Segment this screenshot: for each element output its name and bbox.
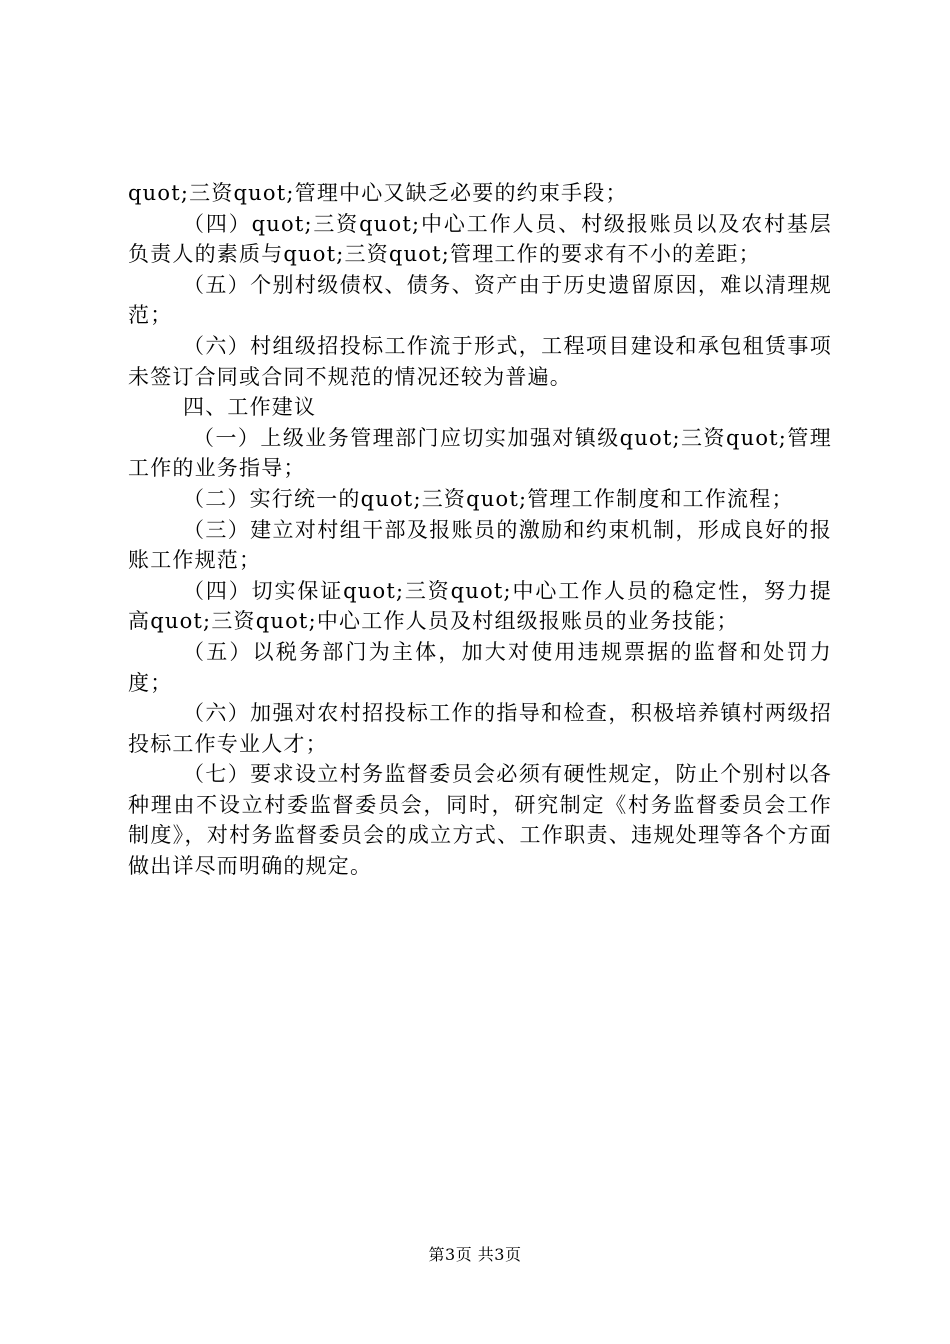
page-footer: 第3页 共3页 [428, 1245, 522, 1264]
paragraph-issue-4: （四）quot;三资quot;中心工作人员、村级报账员以及农村基层负责人的素质与quot;三资quot;管理工作的要求有不小的差距； [128, 211, 832, 267]
paragraph-suggestion-4: （四）切实保证quot;三资quot;中心工作人员的稳定性，努力提高quot;三资quot;中心工作人员及村组级报账员的业务技能； [128, 578, 832, 634]
document-body [128, 178, 832, 882]
paragraph-continuation: quot;三资quot;管理中心又缺乏必要的约束手段； [128, 181, 628, 205]
paragraph-suggestion-5: （五）以税务部门为主体，加大对使用违规票据的监督和处罚力度； [128, 639, 832, 695]
paragraph-issue-6: （六）村组级招投标工作流于形式，工程项目建设和承包租赁事项未签订合同或合同不规范的情况还较为普遍。 [128, 333, 832, 389]
paragraph-suggestion-3: （三）建立对村组干部及报账员的激励和约束机制，形成良好的报账工作规范； [128, 517, 832, 573]
section-heading-suggestions: 四、工作建议 [183, 395, 317, 420]
paragraph-suggestion-2: （二）实行统一的quot;三资quot;管理工作制度和工作流程； [183, 486, 794, 511]
paragraph-issue-5: （五）个别村级债权、债务、资产由于历史遗留原因，难以清理规范； [128, 272, 832, 328]
paragraph-suggestion-6: （六）加强对农村招投标工作的指导和检查，积极培养镇村两级招投标工作专业人才； [128, 701, 832, 756]
paragraph-suggestion-1: （一）上级业务管理部门应切实加强对镇级quot;三资quot;管理工作的业务指导； [128, 425, 832, 481]
paragraph-suggestion-7: （七）要求设立村务监督委员会必须有硬性规定，防止个别村以各种理由不设立村委监督委员会，同时，研究制定《村务监督委员会工作制度》，对村务监督委员会的成立方式、工作职责、违规处理等各个方面做出详尽而明确的规定。 [128, 762, 832, 879]
